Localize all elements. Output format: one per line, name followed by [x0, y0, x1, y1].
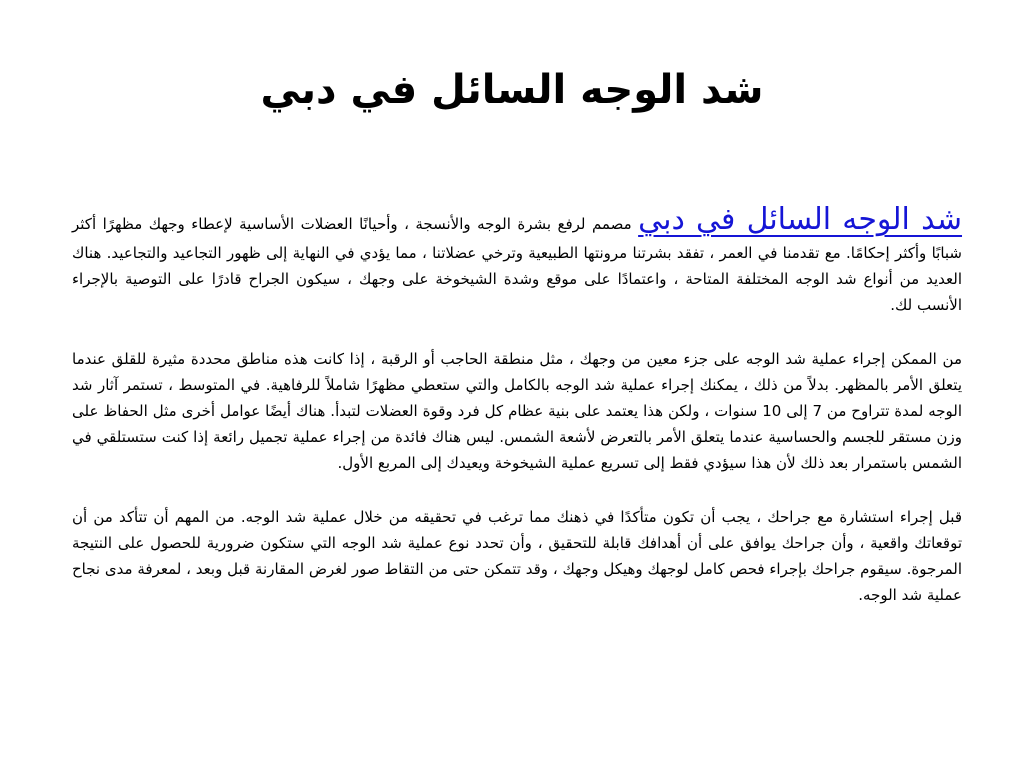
- slide-title: شد الوجه السائل في دبي: [260, 67, 764, 113]
- paragraph-1-text: مصمم لرفع بشرة الوجه والأنسجة ، وأحيانًا العضلات الأساسية لإعطاء وجهك مظهرًا أكثر شبابًا وأكثر إحكامًا. مع تقدمنا في العمر ، تفقد بشرتنا مرونتها الطبيعية وترخي عضلاتنا ، مما يؤدي في النهاية إلى ظهور التجاعيد والتجاعيد. هناك العديد من أنواع شد الوجه المختلفة المتاحة ، واعتمادًا على موقع وشدة الشيخوخة على وجهك ، سيكون الجراح قادرًا على التوصية بالإجراء الأنسب لك.: [72, 215, 962, 314]
- paragraph-2: من الممكن إجراء عملية شد الوجه على جزء معين من وجهك ، مثل منطقة الحاجب أو الرقبة ، إذا كانت هذه مناطق محددة مثيرة للقلق عندما يتعلق الأمر بالمظهر. بدلاً من ذلك ، يمكنك إجراء عملية شد الوجه بالكامل والتي ستعطي مظهرًا شاملاً للرفاهية. في المتوسط ، تستمر آثار شد الوجه لمدة تتراوح من 7 إلى 10 سنوات ، ولكن هذا يعتمد على بنية عظام كل فرد وقوة العضلات لتبدأ. هناك أيضًا عوامل أخرى مثل الحفاظ على وزن مستقر للجسم والحساسية عندما يتعلق الأمر بالتعرض لأشعة الشمس. ليس هناك فائدة من إجراء عملية تجميل رائعة إذا كنت ستستلقي في الشمس باستمرار بعد ذلك لأن هذا سيؤدي فقط إلى تسريع عملية الشيخوخة ويعيدك إلى المربع الأول.: [72, 350, 962, 472]
- paragraph-1: [72, 200, 962, 318]
- slide-body: [72, 200, 962, 636]
- title-link[interactable]: شد الوجه السائل في دبي: [638, 202, 963, 237]
- paragraph-3: قبل إجراء استشارة مع جراحك ، يجب أن تكون متأكدًا في ذهنك مما ترغب في تحقيقه من خلال عملية شد الوجه. من المهم أن تتأكد من أن توقعاتك واقعية ، وأن جراحك يوافق على أن أهدافك قابلة للتحقيق ، وأن تحدد نوع عملية شد الوجه التي ستكون ضرورية للحصول على النتيجة المرجوة. سيقوم جراحك بإجراء فحص كامل لوجهك وهيكل وجهك ، وقد تتمكن حتى من التقاط صور لغرض المقارنة قبل وبعد ، لمعرفة مدى نجاح عملية شد الوجه.: [72, 508, 962, 604]
